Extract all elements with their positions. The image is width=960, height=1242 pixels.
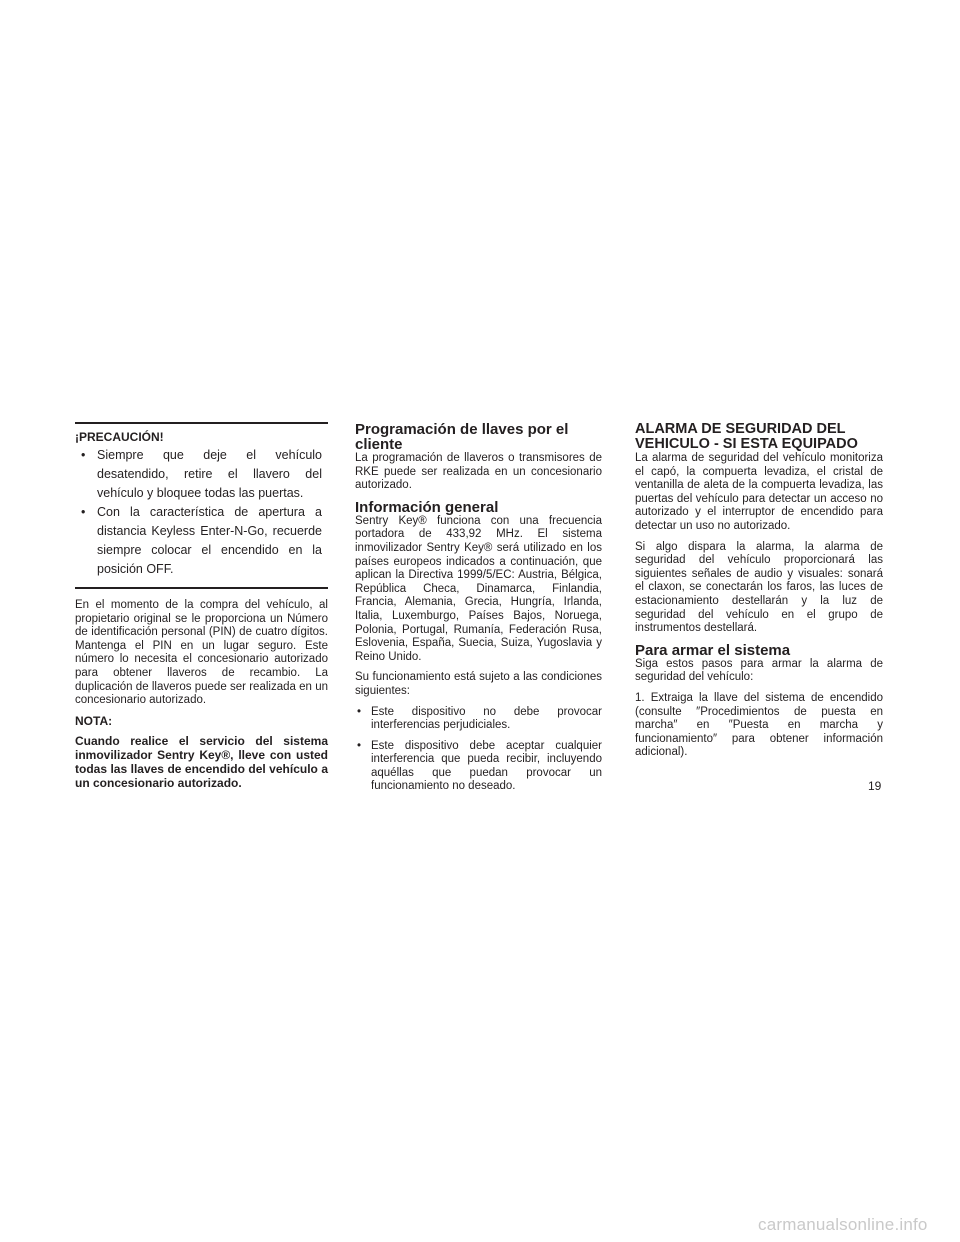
arm-paragraph-2: 1. Extraiga la llave del sistema de encendido (consulte ″Procedimientos de puesta en marcha″ en ″Puesta en marcha y funcionamiento″ para obtener información adicional). [635, 691, 883, 759]
bullet-icon: • [357, 739, 362, 752]
programming-paragraph: La programación de llaveros o transmisores de RKE puede ser realizada en un concesionario autorizado. [355, 452, 602, 492]
note-label: NOTA: [75, 713, 113, 728]
arm-paragraph-1: Siga estos pasos para armar la alarma de seguridad del vehículo: [635, 657, 883, 684]
left-column [75, 422, 328, 797]
section-heading-alarm: ALARMA DE SEGURIDAD DEL VEHICULO - SI ESTA EQUIPADO [635, 421, 858, 452]
conditions-list [355, 706, 602, 795]
watermark: carmanualsonline.info [758, 1215, 928, 1234]
bullet-icon: • [357, 705, 362, 718]
bullet-icon: • [81, 448, 86, 462]
caution-item [75, 503, 322, 579]
condition-item [355, 706, 602, 733]
caution-item-text: Siempre que deje el vehículo desatendido, retire el llavero del vehículo y bloquee todas las puertas. [97, 448, 322, 500]
page-number: 19 [868, 779, 882, 793]
pin-paragraph: En el momento de la compra del vehículo, al propietario original se le proporciona un Número de identificación personal (PIN) de cuatro dígitos. Mantenga el PIN en un lugar seguro. Este número lo necesita el concesionario autorizado para obtener llaveros de recambio. La duplicación de llaveros puede ser realizada en un concesionario autorizado. [75, 599, 328, 707]
note-text: Cuando realice el servicio del sistema inmovilizador Sentry Key®, lleve con usted todas las llaves de encendido del vehículo a un concesionario autorizado. [75, 734, 328, 791]
caution-title: ¡PRECAUCIÓN! [75, 430, 164, 444]
caution-item [75, 446, 322, 503]
alarm-paragraph-1: La alarma de seguridad del vehículo monitoriza el capó, la compuerta levadiza, el cristal de ventanilla de aleta de la compuerta levadiza, las puertas del vehículo para detectar un acceso no autorizado y el interruptor de encendido para detectar un uso no autorizado. [635, 452, 883, 532]
conditions-paragraph: Su funcionamiento está sujeto a las condiciones siguientes: [355, 671, 602, 697]
bullet-icon: • [81, 505, 86, 519]
condition-item [355, 740, 602, 794]
section-heading-programming: Programación de llaves por el cliente [355, 421, 569, 453]
caution-box [75, 422, 328, 589]
right-column [635, 422, 883, 767]
general-info-paragraph: Sentry Key® funciona con una frecuencia portadora de 433,92 MHz. El sistema inmovilizador Sentry Key® será utilizado en los países europeos indicados a continuación, que aplican la Directiva 1999/5/EC: Austria, Bélgica, República Checa, Dinamarca, Finlandia, Francia, Alemania, Grecia, Hungría, Irlanda, Italia, Luxemburgo, Países Bajos, Noruega, Polonia, Portugal, Rumanía, Federación Rusa, Eslovenia, España, Suecia, Suiza, Yugoslavia y Reino Unido. [355, 514, 602, 663]
condition-item-text: Este dispositivo debe aceptar cualquier interferencia que pueda recibir, incluyendo aquéllas que puedan provocar un funcionamiento no deseado. [371, 739, 602, 793]
caution-item-text: Con la característica de apertura a distancia Keyless Enter-N-Go, recuerde siempre colocar el encendido en la posición OFF. [97, 505, 322, 576]
middle-column [355, 422, 602, 801]
section-heading-arm-system: Para armar el sistema [635, 641, 791, 659]
caution-list [75, 446, 322, 579]
section-heading-general-info: Información general [355, 498, 499, 516]
alarm-paragraph-2: Si algo dispara la alarma, la alarma de seguridad del vehículo proporcionará las siguientes señales de audio y visuales: sonará el claxon, se conectarán los faros, las luces de estacionamiento destellarán y la luz de seguridad del vehículo en el grupo de instrumentos destellará. [635, 540, 883, 635]
condition-item-text: Este dispositivo no debe provocar interferencias perjudiciales. [371, 705, 602, 732]
